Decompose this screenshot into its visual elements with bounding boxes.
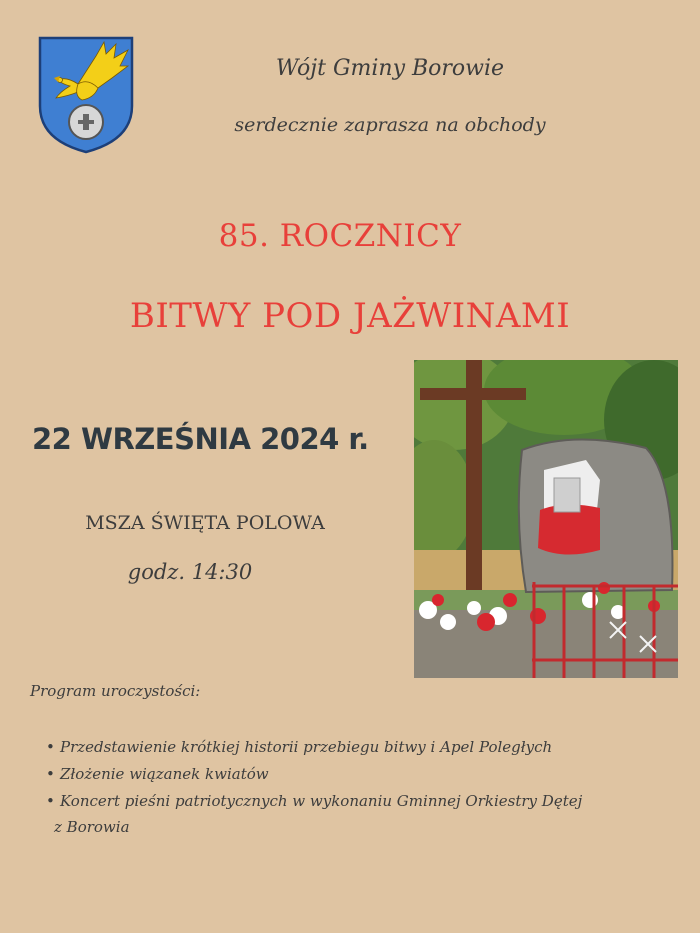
header-subtitle: serdecznie zaprasza na obchody [234, 114, 546, 136]
program-list [46, 734, 666, 815]
program-title: Program uroczystości: [30, 682, 201, 700]
list-item: • Koncert pieśni patriotycznych w wykonaniu Gminnej Orkiestry Dętej [46, 788, 666, 815]
list-item: • Złożenie wiązanek kwiatów [46, 761, 666, 788]
anniversary-title: 85. ROCZNICY [218, 218, 462, 254]
header-title: Wójt Gminy Borowie [275, 56, 505, 81]
mass-hour: godz. 14:30 [127, 560, 253, 584]
mass-label: MSZA ŚWIĘTA POLOWA [85, 512, 325, 534]
list-item-continuation: z Borowia [54, 818, 130, 836]
coat-of-arms-icon [38, 36, 134, 154]
memorial-photo [414, 360, 678, 678]
list-item: • Przedstawienie krótkiej historii przebiegu bitwy i Apel Poległych [46, 734, 666, 761]
event-date: 22 WRZEŚNIA 2024 r. [32, 422, 369, 456]
battle-title: BITWY POD JAŻWINAMI [129, 296, 571, 336]
